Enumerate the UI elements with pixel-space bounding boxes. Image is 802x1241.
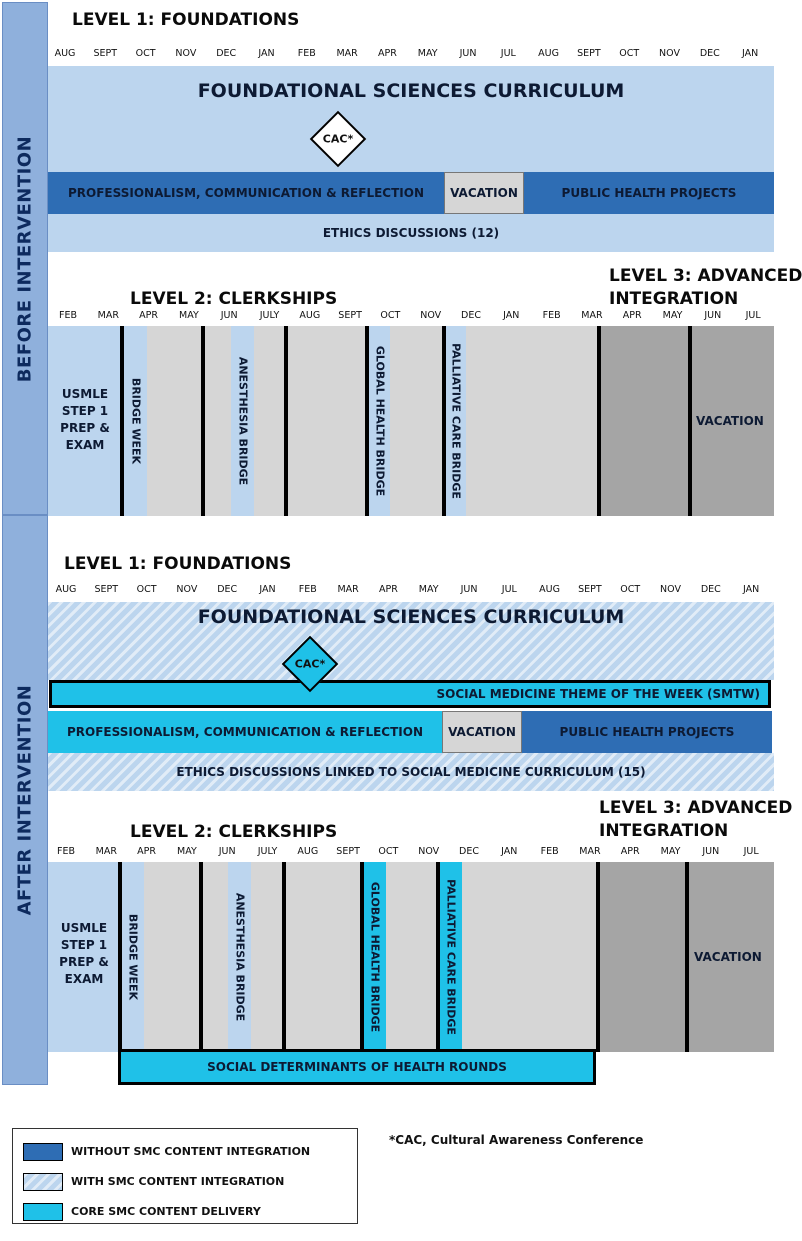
- before-usmle-line1: USMLE: [61, 387, 109, 401]
- after-intervention-sidebar: [2, 515, 48, 1085]
- month-label: OCT: [135, 48, 156, 59]
- month-label: DEC: [700, 584, 721, 595]
- after-level3-vacation: VACATION: [694, 950, 762, 964]
- month-label: JAN: [258, 48, 275, 59]
- after-level3-title-line1: LEVEL 3: ADVANCED: [599, 798, 793, 818]
- month-label: MAR: [337, 584, 359, 595]
- before-level3-title-line1: LEVEL 3: ADVANCED: [609, 266, 802, 286]
- month-label: DEC: [217, 584, 238, 595]
- after-level1-months: [48, 584, 778, 598]
- before-divider-4: [365, 326, 369, 516]
- before-cac-label: CAC*: [322, 132, 354, 146]
- after-divider-2: [199, 862, 203, 1052]
- after-global-health-bridge: [364, 862, 386, 1052]
- before-divider-1: [120, 326, 124, 516]
- after-usmle-line2: STEP 1: [60, 938, 108, 952]
- after-intervention-label: AFTER INTERVENTION: [14, 684, 36, 916]
- month-label: AUG: [297, 846, 319, 857]
- month-label: DEC: [216, 48, 237, 59]
- month-label: FEB: [57, 846, 75, 857]
- after-divider-4: [360, 862, 364, 1052]
- after-sdoh-bar: [118, 1049, 596, 1085]
- after-usmle-line4: EXAM: [64, 972, 104, 986]
- month-label: JAN: [741, 48, 759, 59]
- month-label: APR: [139, 310, 159, 321]
- after-palliative-label: PALLIATIVE CARE BRIDGE: [444, 879, 458, 1035]
- after-palliative-bridge: [440, 862, 462, 1052]
- month-label: MAY: [179, 310, 199, 321]
- before-professionalism-bar: [48, 172, 444, 214]
- after-vacation-box: [442, 711, 522, 753]
- month-label: JAN: [503, 310, 520, 321]
- after-smtw-label: SOCIAL MEDICINE THEME OF THE WEEK (SMTW): [436, 687, 760, 701]
- month-label: MAY: [660, 846, 681, 857]
- before-divider-2: [201, 326, 205, 516]
- month-label: FEB: [542, 310, 561, 321]
- before-level3-title-line2: INTEGRATION: [609, 289, 739, 309]
- month-label: AUG: [538, 48, 560, 59]
- month-label: NOV: [176, 584, 198, 595]
- month-label: NOV: [659, 48, 680, 59]
- before-global-health-label: GLOBAL HEALTH BRIDGE: [373, 345, 386, 497]
- month-label: OCT: [136, 584, 157, 595]
- month-label: JUL: [743, 846, 759, 857]
- month-label: APR: [620, 846, 640, 857]
- month-label: AUG: [539, 584, 561, 595]
- after-clerkship-area: [120, 862, 598, 1052]
- before-bridge-week: [124, 326, 147, 516]
- after-global-health-label: GLOBAL HEALTH BRIDGE: [368, 881, 382, 1033]
- after-curriculum-title: FOUNDATIONAL SCIENCES CURRICULUM: [197, 606, 625, 628]
- after-professionalism-label: PROFESSIONALISM, COMMUNICATION & REFLECTION: [66, 725, 423, 739]
- before-global-health-bridge: [369, 326, 390, 516]
- before-clerkship-area: [122, 326, 600, 516]
- before-curriculum-title: FOUNDATIONAL SCIENCES CURRICULUM: [197, 80, 625, 102]
- month-label: AUG: [54, 48, 76, 59]
- month-label: FEB: [298, 584, 317, 595]
- before-level1-months: [48, 48, 778, 62]
- month-label: APR: [622, 310, 642, 321]
- before-usmle-line2: STEP 1: [61, 404, 109, 418]
- month-label: SEPT: [93, 48, 118, 59]
- month-label: JUN: [218, 846, 236, 857]
- after-divider-1: [118, 862, 122, 1052]
- after-usmle-label: [48, 920, 120, 988]
- month-label: JAN: [259, 584, 276, 595]
- before-palliative-label: PALLIATIVE CARE BRIDGE: [449, 343, 462, 499]
- after-usmle-line3: PREP &: [59, 955, 109, 969]
- before-foundational-block: [48, 66, 774, 172]
- after-cac-label: CAC*: [294, 657, 326, 671]
- before-level2-title: LEVEL 2: CLERKSHIPS: [130, 289, 338, 309]
- month-label: NOV: [420, 310, 442, 321]
- month-label: DEC: [461, 310, 481, 321]
- after-foundational-block: [48, 602, 774, 680]
- month-label: NOV: [175, 48, 197, 59]
- before-vacation-box: [444, 172, 524, 214]
- before-divider-5: [442, 326, 446, 516]
- month-label: MAY: [177, 846, 197, 857]
- month-label: JUN: [704, 310, 722, 321]
- month-label: SEPT: [338, 310, 362, 321]
- month-label: JAN: [742, 584, 760, 595]
- month-label: MAR: [579, 846, 601, 857]
- after-anesthesia-bridge: [228, 862, 251, 1052]
- before-palliative-bridge: [445, 326, 466, 516]
- after-public-health-bar: [522, 711, 772, 753]
- month-label: JUN: [702, 846, 720, 857]
- month-label: APR: [378, 584, 398, 595]
- after-divider-7: [685, 862, 689, 1052]
- month-label: APR: [137, 846, 157, 857]
- month-label: MAY: [417, 48, 438, 59]
- legend-swatch-core-smc: [23, 1203, 63, 1221]
- month-label: NOV: [418, 846, 440, 857]
- legend-label-without-smc: WITHOUT SMC CONTENT INTEGRATION: [71, 1145, 311, 1158]
- after-divider-3: [282, 862, 286, 1052]
- month-label: MAR: [95, 846, 117, 857]
- month-label: JUN: [459, 48, 477, 59]
- before-usmle-label: [48, 386, 122, 454]
- month-label: MAR: [97, 310, 119, 321]
- month-label: SEPT: [578, 584, 602, 595]
- before-level3-vacation: VACATION: [696, 414, 764, 428]
- before-level3-block: [600, 326, 774, 516]
- legend-label-with-smc: WITH SMC CONTENT INTEGRATION: [71, 1175, 285, 1188]
- month-label: SEPT: [94, 584, 119, 595]
- before-bridge-week-label: BRIDGE WEEK: [129, 377, 142, 465]
- month-label: AUG: [55, 584, 77, 595]
- month-label: JUN: [460, 584, 478, 595]
- month-label: JUL: [501, 584, 517, 595]
- month-label: MAR: [581, 310, 603, 321]
- before-usmle-line3: PREP &: [60, 421, 110, 435]
- month-label: OCT: [380, 310, 401, 321]
- after-vacation-label: VACATION: [448, 725, 516, 739]
- before-usmle-line4: EXAM: [65, 438, 105, 452]
- before-professionalism-label: PROFESSIONALISM, COMMUNICATION & REFLECTION: [67, 186, 424, 200]
- after-ethics-bar: [48, 753, 774, 791]
- after-level2-title: LEVEL 2: CLERKSHIPS: [130, 822, 338, 842]
- after-usmle-line1: USMLE: [60, 921, 108, 935]
- after-bridge-week-label: BRIDGE WEEK: [126, 913, 139, 1001]
- month-label: DEC: [699, 48, 720, 59]
- month-label: FEB: [540, 846, 559, 857]
- month-label: JULY: [259, 310, 280, 321]
- before-level2-months: [48, 310, 778, 324]
- before-vacation-label: VACATION: [450, 186, 518, 200]
- before-anesthesia-label: ANESTHESIA BRIDGE: [236, 356, 249, 486]
- after-anesthesia-label: ANESTHESIA BRIDGE: [233, 892, 246, 1022]
- month-label: JUL: [745, 310, 761, 321]
- month-label: MAY: [418, 584, 439, 595]
- before-divider-3: [284, 326, 288, 516]
- after-sdoh-label: SOCIAL DETERMINANTS OF HEALTH ROUNDS: [207, 1060, 507, 1074]
- after-level3-title-line2: INTEGRATION: [599, 821, 729, 841]
- month-label: JUL: [500, 48, 516, 59]
- month-label: SEPT: [336, 846, 360, 857]
- before-intervention-sidebar: [2, 2, 48, 515]
- month-label: MAY: [662, 310, 683, 321]
- month-label: FEB: [59, 310, 77, 321]
- legend-footnote: *CAC, Cultural Awareness Conference: [389, 1133, 644, 1147]
- before-divider-7: [688, 326, 692, 516]
- after-smtw-bar: [49, 680, 771, 708]
- after-ethics-label: ETHICS DISCUSSIONS LINKED TO SOCIAL MEDICINE CURRICULUM (15): [176, 765, 646, 779]
- month-label: SEPT: [577, 48, 601, 59]
- legend-swatch-without-smc: [23, 1143, 63, 1161]
- before-divider-6: [597, 326, 601, 516]
- month-label: APR: [377, 48, 397, 59]
- month-label: FEB: [297, 48, 316, 59]
- month-label: JUN: [220, 310, 238, 321]
- legend-label-core-smc: CORE SMC CONTENT DELIVERY: [71, 1205, 261, 1218]
- before-public-health-bar: [524, 172, 774, 214]
- month-label: OCT: [619, 48, 640, 59]
- after-divider-6: [596, 862, 600, 1052]
- after-public-health-label: PUBLIC HEALTH PROJECTS: [559, 725, 735, 739]
- before-anesthesia-bridge: [231, 326, 254, 516]
- before-public-health-label: PUBLIC HEALTH PROJECTS: [561, 186, 737, 200]
- after-bridge-week: [121, 862, 144, 1052]
- legend: [12, 1128, 358, 1224]
- month-label: JULY: [257, 846, 278, 857]
- month-label: JAN: [501, 846, 518, 857]
- after-level2-months: [48, 846, 778, 860]
- month-label: OCT: [378, 846, 399, 857]
- month-label: NOV: [660, 584, 681, 595]
- after-professionalism-bar: [48, 711, 442, 753]
- month-label: AUG: [299, 310, 321, 321]
- month-label: MAR: [336, 48, 358, 59]
- month-label: DEC: [459, 846, 479, 857]
- legend-swatch-with-smc: [23, 1173, 63, 1191]
- before-intervention-label: BEFORE INTERVENTION: [14, 135, 36, 382]
- before-ethics-label: ETHICS DISCUSSIONS (12): [322, 226, 500, 240]
- after-level1-title: LEVEL 1: FOUNDATIONS: [64, 554, 292, 574]
- before-ethics-bar: [48, 214, 774, 252]
- before-level1-title: LEVEL 1: FOUNDATIONS: [72, 10, 300, 30]
- month-label: OCT: [620, 584, 641, 595]
- after-divider-5: [436, 862, 440, 1052]
